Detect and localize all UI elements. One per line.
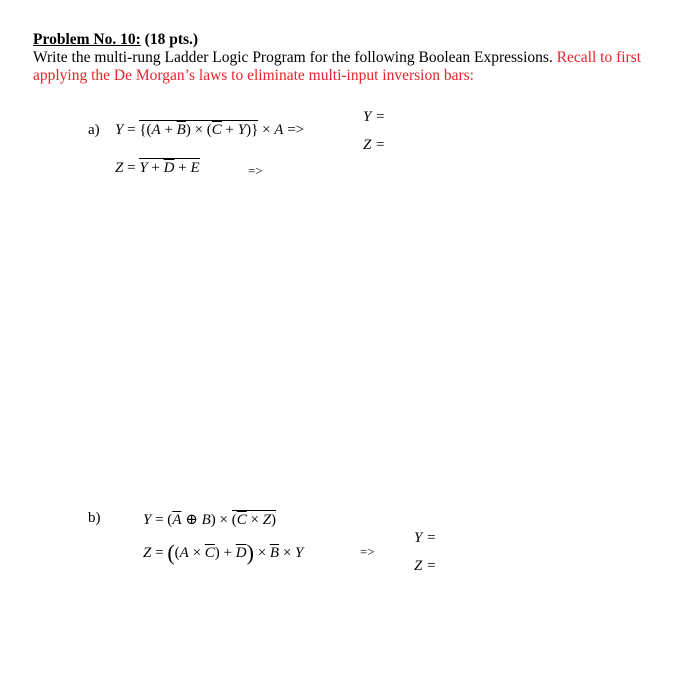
- problem-points: (18 pts.): [144, 31, 199, 48]
- equation-a-z: $Z = Y + \overline{D} + E$: [115, 160, 200, 176]
- arrow-a2: =>: [248, 163, 263, 178]
- problem-header: [33, 31, 198, 49]
- instruction-red-1: Recall to first: [556, 49, 642, 66]
- part-b-label: b): [88, 510, 101, 526]
- instruction-line-1: [33, 49, 641, 67]
- part-a-label: a): [88, 122, 100, 138]
- arrow-a1: =>: [287, 122, 305, 138]
- instruction-black: Write the multi-rung Ladder Logic Program for the following Boolean Expressions.: [33, 49, 553, 66]
- answer-b-y: Y =: [414, 530, 437, 546]
- answer-a-y: Y =: [363, 109, 386, 125]
- problem-number: Problem No. 10:: [33, 31, 141, 48]
- equation-b-z: $Z = ((A \times \overline{C}) + \overline{D}) \times \overline{B} \times Y$: [143, 540, 304, 565]
- equation-b-y: $Y = (\overline{A}$ ⊕ $B) \times (\overline{C} \times Z)$: [143, 512, 277, 528]
- instruction-red-2: applying the De Morgan’s laws to eliminate multi-input inversion bars:: [33, 67, 474, 84]
- equation-a-y: $Y = \{(A + \overline{B}) \times (\overline{C} + Y)\} \times A$ =>: [115, 122, 305, 138]
- arrow-b: =>: [360, 544, 375, 559]
- answer-b-z: Z =: [414, 558, 437, 574]
- answer-a-z: Z =: [363, 137, 386, 153]
